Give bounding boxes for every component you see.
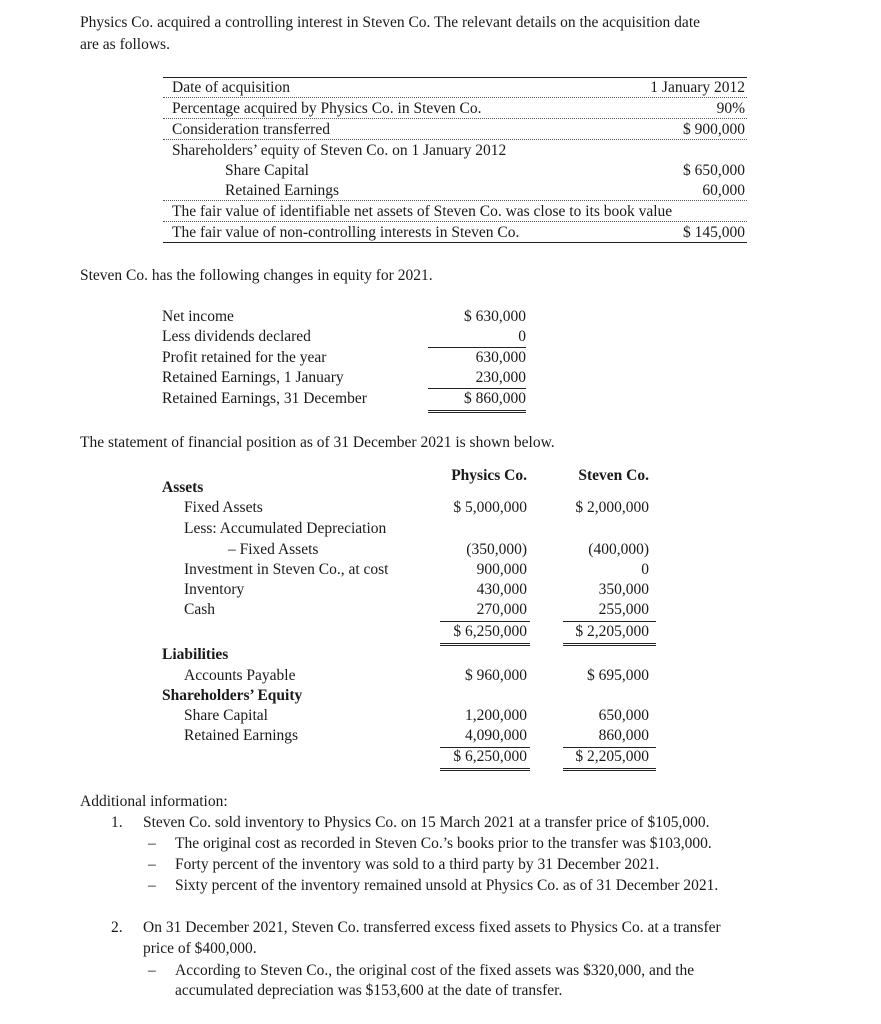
investment-label: Investment in Steven Co., at cost [184, 561, 389, 578]
cash-steven: 255,000 [598, 601, 649, 618]
inventory-steven: 350,000 [598, 581, 649, 598]
item-2-bullet-line-2: accumulated depreciation was $153,600 at the date of transfer. [175, 982, 563, 999]
accumulated-depreciation-steven: (400,000) [588, 541, 649, 558]
bullet-dash: – [148, 856, 156, 873]
table-row [163, 77, 747, 98]
item-1-bullet: Forty percent of the inventory was sold to a third party by 31 December 2021. [175, 856, 660, 873]
inventory-physics: 430,000 [476, 581, 527, 598]
intro-line-1: Physics Co. acquired a controlling interest in Steven Co. The relevant details on the acquisition date [80, 14, 700, 31]
table-row [163, 180, 747, 201]
equity-row-label: Retained Earnings, 1 January [162, 369, 344, 386]
investment-physics: 900,000 [476, 561, 527, 578]
equity-row-label: Less dividends declared [162, 328, 311, 345]
equity-row-value: $ 860,000 [464, 390, 526, 407]
bullet-dash: – [148, 835, 156, 852]
total-le-steven: $ 2,205,000 [575, 748, 649, 765]
shareholders-equity-heading: Shareholders’ Equity [162, 687, 303, 704]
equity-row-label: Profit retained for the year [162, 349, 327, 366]
cash-label: Cash [184, 601, 215, 618]
sfp-heading: The statement of financial position as of 31 December 2021 is shown below. [80, 434, 555, 451]
equity-row-label: Net income [162, 308, 234, 325]
bullet-dash: – [148, 962, 156, 979]
total-assets-steven: $ 2,205,000 [575, 623, 649, 640]
accumulated-depreciation-physics: (350,000) [466, 541, 527, 558]
table-row [163, 201, 747, 222]
total-double-rule [440, 643, 530, 646]
less-accumulated-depreciation-label: Less: Accumulated Depreciation [184, 520, 387, 537]
pct-label: Percentage acquired by Physics Co. in Steven Co. [172, 100, 482, 117]
investment-steven: 0 [641, 561, 649, 578]
item-1-bullet: Sixty percent of the inventory remained unsold at Physics Co. as of 31 December 2021. [175, 877, 719, 894]
share-capital-label: Share Capital [225, 162, 309, 179]
date-label: Date of acquisition [172, 79, 290, 96]
fixed-assets-physics: $ 5,000,000 [453, 499, 527, 516]
accounts-payable-steven: $ 695,000 [587, 667, 649, 684]
total-double-rule [428, 410, 526, 413]
share-capital-value: $ 650,000 [683, 162, 745, 179]
total-assets-physics: $ 6,250,000 [453, 623, 527, 640]
retained-earnings-steven: 860,000 [598, 727, 649, 744]
accounts-payable-label: Accounts Payable [184, 667, 296, 684]
table-row [163, 98, 747, 119]
assets-heading: Assets [162, 479, 204, 496]
equity-row-value: 0 [518, 328, 526, 345]
item-2-text-line-2: price of $400,000. [143, 940, 257, 957]
acquisition-table [163, 77, 747, 243]
retained-earnings-label: Retained Earnings [225, 182, 340, 199]
table-row [163, 222, 747, 243]
item-1-bullet: The original cost as recorded in Steven Co.’s books prior to the transfer was $103,000. [175, 835, 712, 852]
equity-row-value: $ 630,000 [464, 308, 526, 325]
total-double-rule [563, 643, 656, 646]
fair-value-net-assets-label: The fair value of identifiable net assets of Steven Co. was close to its book value [172, 203, 673, 220]
inventory-label: Inventory [184, 581, 245, 598]
table-row [163, 119, 747, 140]
bullet-dash: – [148, 877, 156, 894]
fair-value-nci-value: $ 145,000 [683, 224, 745, 241]
equity-row-value: 630,000 [475, 349, 526, 366]
retained-earnings-label: Retained Earnings [184, 727, 299, 744]
equity-row-label: Retained Earnings, 31 December [162, 390, 367, 407]
fixed-assets-steven: $ 2,000,000 [575, 499, 649, 516]
total-double-rule [563, 768, 656, 771]
pct-value: 90% [716, 100, 745, 117]
item-number: 2. [111, 919, 123, 936]
item-number: 1. [111, 814, 123, 831]
accumulated-depreciation-label: – Fixed Assets [228, 541, 319, 558]
retained-earnings-value: 60,000 [702, 182, 745, 199]
fixed-assets-label: Fixed Assets [184, 499, 263, 516]
liabilities-heading: Liabilities [162, 646, 229, 663]
share-capital-physics: 1,200,000 [465, 707, 527, 724]
table-row [163, 140, 747, 160]
date-value: 1 January 2012 [650, 79, 745, 96]
item-2-bullet-line-1: According to Steven Co., the original cost of the fixed assets was $320,000, and the [175, 962, 695, 979]
item-2-text-line-1: On 31 December 2021, Steven Co. transferred excess fixed assets to Physics Co. at a transfer [143, 919, 721, 936]
share-capital-label: Share Capital [184, 707, 268, 724]
table-row [163, 160, 747, 180]
retained-earnings-physics: 4,090,000 [465, 727, 527, 744]
total-double-rule [440, 768, 530, 771]
total-le-physics: $ 6,250,000 [453, 748, 527, 765]
accounts-payable-physics: $ 960,000 [465, 667, 527, 684]
equity-label: Shareholders’ equity of Steven Co. on 1 January 2012 [172, 142, 507, 159]
fair-value-nci-label: The fair value of non-controlling interests in Steven Co. [172, 224, 520, 241]
equity-row-value: 230,000 [475, 369, 526, 386]
column-header-steven: Steven Co. [578, 467, 649, 484]
intro-line-2: are as follows. [80, 36, 170, 53]
additional-heading: Additional information: [80, 793, 228, 810]
equity-changes-heading: Steven Co. has the following changes in equity for 2021. [80, 267, 433, 284]
item-1-text: Steven Co. sold inventory to Physics Co. on 15 March 2021 at a transfer price of $105,000. [143, 814, 710, 831]
consideration-value: $ 900,000 [683, 121, 745, 138]
share-capital-steven: 650,000 [598, 707, 649, 724]
column-header-physics: Physics Co. [451, 467, 527, 484]
consideration-label: Consideration transferred [172, 121, 330, 138]
cash-physics: 270,000 [476, 601, 527, 618]
